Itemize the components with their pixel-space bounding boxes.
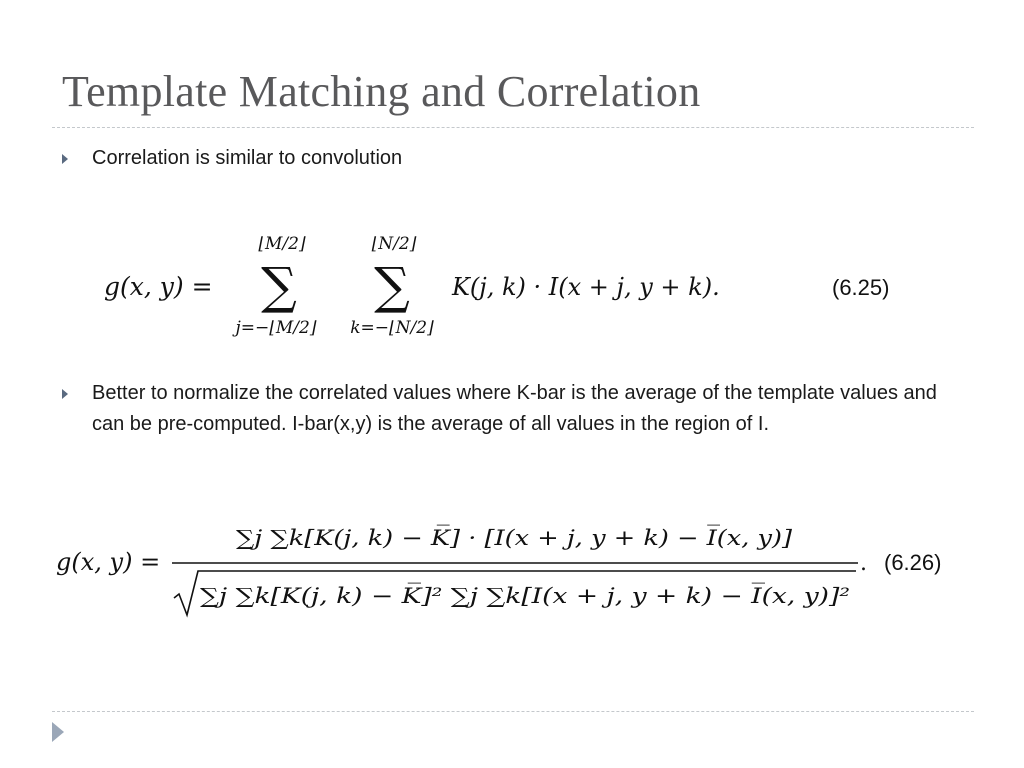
bullet-text-2: Better to normalize the correlated values where K-bar is the average of the template values and can be pre-computed. I-bar(x,y) is the average of all values in the region of I. bbox=[92, 382, 937, 435]
eq2-number: (6.26) bbox=[884, 550, 942, 575]
title-divider bbox=[52, 127, 974, 128]
eq1-body: K(j, k) · I(x + j, y + k). bbox=[452, 273, 720, 301]
bullet-arrow-icon bbox=[62, 154, 68, 164]
equation-6-26 bbox=[0, 505, 1024, 630]
bullet-text-1: Correlation is similar to convolution bbox=[92, 147, 403, 169]
eq2-trailing-period: . bbox=[860, 551, 867, 576]
equation-6-25 bbox=[0, 225, 1024, 345]
eq2-denominator: ∑j ∑k[K(j, k) − K̅]² ∑j ∑k[I(x + j, y + k) − I̅(x, y)]² bbox=[200, 584, 850, 608]
slide-title: Template Matching and Correlation bbox=[62, 67, 701, 116]
footer-divider bbox=[52, 711, 974, 712]
eq1-number: (6.25) bbox=[832, 275, 890, 300]
eq1-upper-limit-2: ⌊N/2⌋ bbox=[371, 234, 417, 254]
eq2-numerator: ∑j ∑k[K(j, k) − K̅] · [I(x + j, y + k) − I̅(x, y)] bbox=[236, 526, 793, 550]
bullet-arrow-icon bbox=[62, 389, 68, 399]
eq1-lower-limit-2: k=−⌊N/2⌋ bbox=[350, 318, 434, 338]
eq1-upper-limit-1: ⌊M/2⌋ bbox=[258, 234, 306, 254]
eq1-lower-limit-1: j=−⌊M/2⌋ bbox=[235, 318, 317, 338]
next-slide-icon[interactable] bbox=[52, 722, 64, 742]
eq2-lhs: g(x, y) = bbox=[56, 548, 161, 576]
eq1-sum-symbol-1: ∑ bbox=[261, 257, 297, 315]
eq1-sum-symbol-2: ∑ bbox=[374, 257, 410, 315]
eq1-lhs: g(x, y) = bbox=[104, 272, 213, 301]
